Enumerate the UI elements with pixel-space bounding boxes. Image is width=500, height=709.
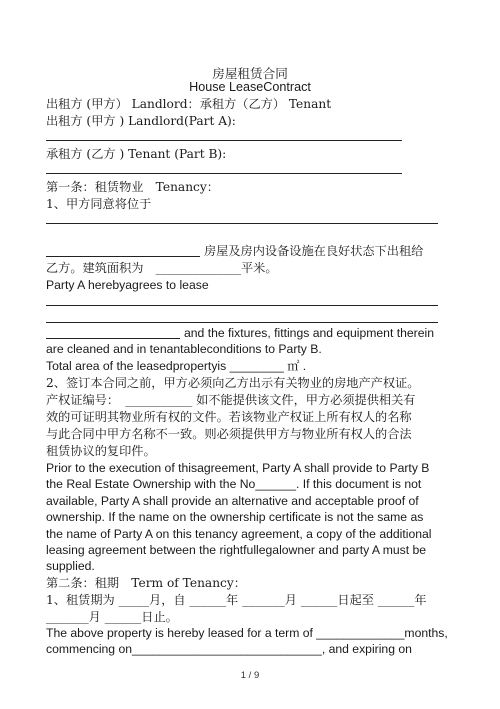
page-number: 1 / 9 bbox=[240, 670, 260, 681]
article1-item1-en-b: and the fixtures, fittings and equipment therein bbox=[184, 326, 434, 340]
address-blank-line-4 bbox=[46, 322, 438, 323]
article1-item1-zh-cont: 房屋及房内设备设施在良好状态下出租给 bbox=[204, 244, 424, 258]
parties-line: 出租方 (甲方） Landlord：承租方（乙方） Tenant bbox=[46, 97, 332, 111]
article2-item1-zh-1: 1、租赁期为 _____月，自 ______年 _______月 ______日起至 ______年 bbox=[46, 593, 427, 607]
address-blank-line-3 bbox=[46, 305, 438, 306]
article1-item2-en-6: leasing agreement between the rightfullegalowner and party A must be bbox=[46, 543, 427, 557]
article2-item1-en-2: commencing on____________________________, and expiring on bbox=[46, 642, 412, 656]
article2-item1-en-1: The above property is hereby leased for a term of _____________months, bbox=[46, 626, 448, 640]
article1-heading: 第一条：租赁物业 Tenancy： bbox=[46, 180, 219, 194]
title-en: House LeaseContract bbox=[189, 80, 311, 94]
address-blank-line-2 bbox=[46, 256, 200, 257]
title-zh: 房屋租赁合同 bbox=[212, 66, 288, 81]
article1-item1-en-a: Party A herebyagrees to lease bbox=[46, 278, 209, 292]
article2-item1-zh-2: _______月 ______日止。 bbox=[46, 610, 178, 624]
article1-item2-en-1: Prior to the execution of thisagreement, Party A shall provide to Party B bbox=[46, 461, 430, 475]
article1-item2-en-5: the name of Party A on this tenancy agreement, a copy of the additional bbox=[46, 527, 432, 541]
article1-item2-zh-2: 产权证编号： ___________ 如不能提供该文件，甲方必须提供相关有 bbox=[46, 393, 416, 407]
article1-item1-en-d: Total area of the leasedpropertyis ________ ㎡ . bbox=[46, 359, 307, 373]
tenant-label: 承租方 (乙方 ) Tenant (Part B): bbox=[46, 147, 227, 161]
article1-item2-zh-3: 效的可证明其物业所有权的文件。若该物业产权证上所有权人的名称 bbox=[46, 410, 412, 424]
article1-item2-en-3: available, Party A shall provide an alternative and acceptable proof of bbox=[46, 494, 419, 508]
address-blank-line-5 bbox=[46, 338, 180, 339]
article1-item1-en-c: are cleaned and in tenantableconditions to Party B. bbox=[46, 342, 322, 356]
article2-heading: 第二条：租期 Term of Tenancy： bbox=[46, 576, 246, 590]
article1-item2-zh-1: 2、签订本合同之前，甲方必须向乙方出示有关物业的房地产产权证。 bbox=[46, 376, 420, 390]
address-blank-line-1 bbox=[46, 223, 438, 224]
article1-item1-zh-area: 乙方。建筑面积为 ______________平米。 bbox=[46, 261, 278, 275]
article1-item2-zh-5: 租赁协议的复印件。 bbox=[46, 444, 156, 458]
article1-item2-en-4: ownership. If the name on the ownership certificate is not the same as bbox=[46, 510, 424, 524]
tenant-blank-line bbox=[46, 173, 402, 174]
landlord-blank-line bbox=[46, 140, 402, 141]
article1-item2-en-7: supplied. bbox=[46, 559, 95, 573]
landlord-label: 出租方 (甲方 ) Landlord(Part A): bbox=[46, 114, 236, 128]
article1-item1-zh: 1、甲方同意将位于 bbox=[46, 197, 152, 211]
article1-item2-en-2: the Real Estate Ownership with the No______. If this document is not bbox=[46, 477, 422, 491]
article1-item2-zh-4: 与此合同中甲方名称不一致。则必须提供甲方与物业所有权人的合法 bbox=[46, 427, 412, 441]
